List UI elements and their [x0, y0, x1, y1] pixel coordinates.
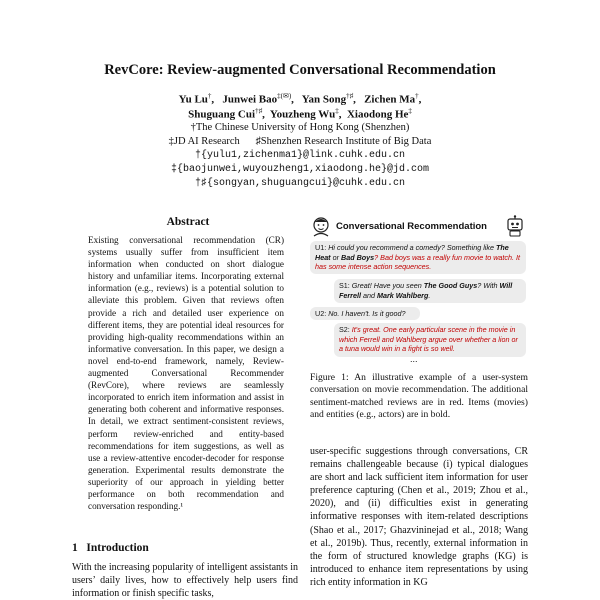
- section-number: 1: [72, 542, 78, 554]
- author-mark: †: [415, 92, 419, 100]
- figure-conversation: [310, 215, 528, 365]
- entity-actor: Will Ferrell: [339, 281, 513, 300]
- s1-text-and: and: [362, 290, 375, 300]
- robot-avatar-icon: [504, 215, 526, 237]
- intro-text: With the increasing popularity of intelligent assistants in users’ daily lives, how to effectively help users find information or finish specific tasks,: [72, 562, 298, 599]
- author-mark: ‡: [335, 107, 339, 115]
- email-line-1: †{yulu1,zichenma1}@link.cuhk.edu.cn: [194, 150, 406, 161]
- affiliation-sribd: ♯Shenzhen Research Institute of Big Data: [255, 136, 432, 147]
- affiliation-jd: ‡JD AI Research: [168, 136, 240, 147]
- abstract-heading: Abstract: [166, 216, 210, 228]
- message-s1: [334, 279, 526, 303]
- speaker-label: U1:: [315, 243, 327, 252]
- intro-heading: [72, 542, 149, 554]
- author-name: Junwei Bao: [222, 93, 278, 106]
- message-u2: [310, 307, 420, 320]
- author-name: Zichen Ma: [364, 93, 416, 106]
- item-movie: The Good Guys: [423, 281, 478, 290]
- review-text: ? Bad boys was a really fun movie to watch. It has some intense action sequences.: [315, 252, 520, 272]
- item-movie: The Heat: [315, 243, 509, 262]
- entity-actor: Mark Wahlberg: [376, 290, 429, 300]
- right-body-text: user-specific suggestions through conversations, CR remains challengeable because (i) typical dialogues are short and lack sufficient item information for user preference capturing (Chen et al., 2019; Zhou et al., 2020), and (ii) difficulties exist in generating informative responses with item-related descriptions (Shao et al., 2017; Ghazvininejad et al., 2018; Wang et al., 2019b). Thus, recently, external information in the form of structured knowledge graphs (KG) is introduced to enhance item representations by using rich entity information in KG: [310, 446, 528, 588]
- message-u1: [310, 241, 526, 274]
- author-name: Yu Lu: [178, 93, 208, 106]
- abstract-text: Existing conversational recommendation (CR) systems usually suffer from insufficient item information when conducted on short dialogue history and unfamiliar items. Incorporating external information (e.g., reviews) is a potential solution to alleviate this problem. Given that reviews often provide a rich and detailed user experience on different items, they are potential ideal resources for providing high-quality recommendations within an informative conversation. In this paper, we design a novel end-to-end framework, namely, Review-augmented Conversational Recommender (RevCore), where reviews are seamlessly incorporated to enrich item information and assist in generating both coherent and informative responses. In detail, we extract sentiment-consistent reviews, perform review-enriched and entity-based recommendations for item suggestions, as well as use a review-attentive encoder-decoder for response generation. Experimental results demonstrate the superiority of our approach in yielding better performance on both recommendation and conversation responding.¹: [88, 235, 284, 512]
- author-line-2: Shuguang Cui†♯, Youzheng Wu‡, Xiaodong He‡: [188, 107, 412, 121]
- u1-text-pre: Hi could you recommend a comedy? Something like: [328, 243, 494, 252]
- author-mark: ‡: [408, 107, 412, 115]
- ellipsis: ...: [410, 354, 418, 364]
- author-name: Youzheng Wu: [269, 108, 336, 121]
- figure-title: Conversational Recommendation: [336, 221, 487, 232]
- author-mark: ‡(✉): [277, 92, 292, 100]
- affiliation-2: [0, 136, 600, 147]
- author-mark: †♯: [255, 107, 263, 115]
- review-text: It's great. One early particular scene in the movie in which Ferrell and Wahlberg argue over whether a lion or a tuna would win in a fight is so well.: [339, 325, 518, 354]
- author-mark: †: [207, 92, 212, 100]
- paper-title: RevCore: Review-augmented Conversational Recommendation: [104, 62, 496, 78]
- email-line-2: ‡{baojunwei,wuyouzheng1,xiaodong.he}@jd.com: [170, 164, 430, 175]
- email-line-3: †♯{songyan,shuguangcui}@cuhk.edu.cn: [194, 178, 406, 189]
- speaker-label: S1:: [339, 281, 350, 290]
- section-title: Introduction: [86, 542, 149, 554]
- author-line-1: Yu Lu†, Junwei Bao‡(✉), Yan Song†♯, Zichen Ma†,: [178, 92, 422, 106]
- s1-text-mid: ? With: [477, 281, 498, 290]
- user-avatar-icon: [310, 215, 332, 237]
- u2-text: No. I haven't. Is it good?: [328, 309, 406, 318]
- item-movie: Bad Boys: [341, 252, 375, 262]
- author-name: Yan Song: [301, 93, 347, 106]
- figure-caption: Figure 1: An illustrative example of a user-system conversation on movie recommendation. The additional sentiment-matched reviews are in red. Items (movies) and entities (e.g., actors) are in bold.: [310, 372, 528, 420]
- author-name: Shuguang Cui: [188, 108, 256, 121]
- affiliation-1: †The Chinese University of Hong Kong (Shenzhen): [190, 122, 410, 133]
- author-mark: †♯: [346, 92, 354, 100]
- u1-text-or: or: [332, 252, 339, 262]
- s1-text-end: .: [428, 290, 431, 300]
- author-name: Xiaodong He: [346, 108, 409, 121]
- speaker-label: U2:: [315, 309, 327, 318]
- speaker-label: S2:: [339, 325, 350, 334]
- message-s2: [334, 323, 526, 357]
- s1-text-pre: Great! Have you seen: [351, 281, 422, 290]
